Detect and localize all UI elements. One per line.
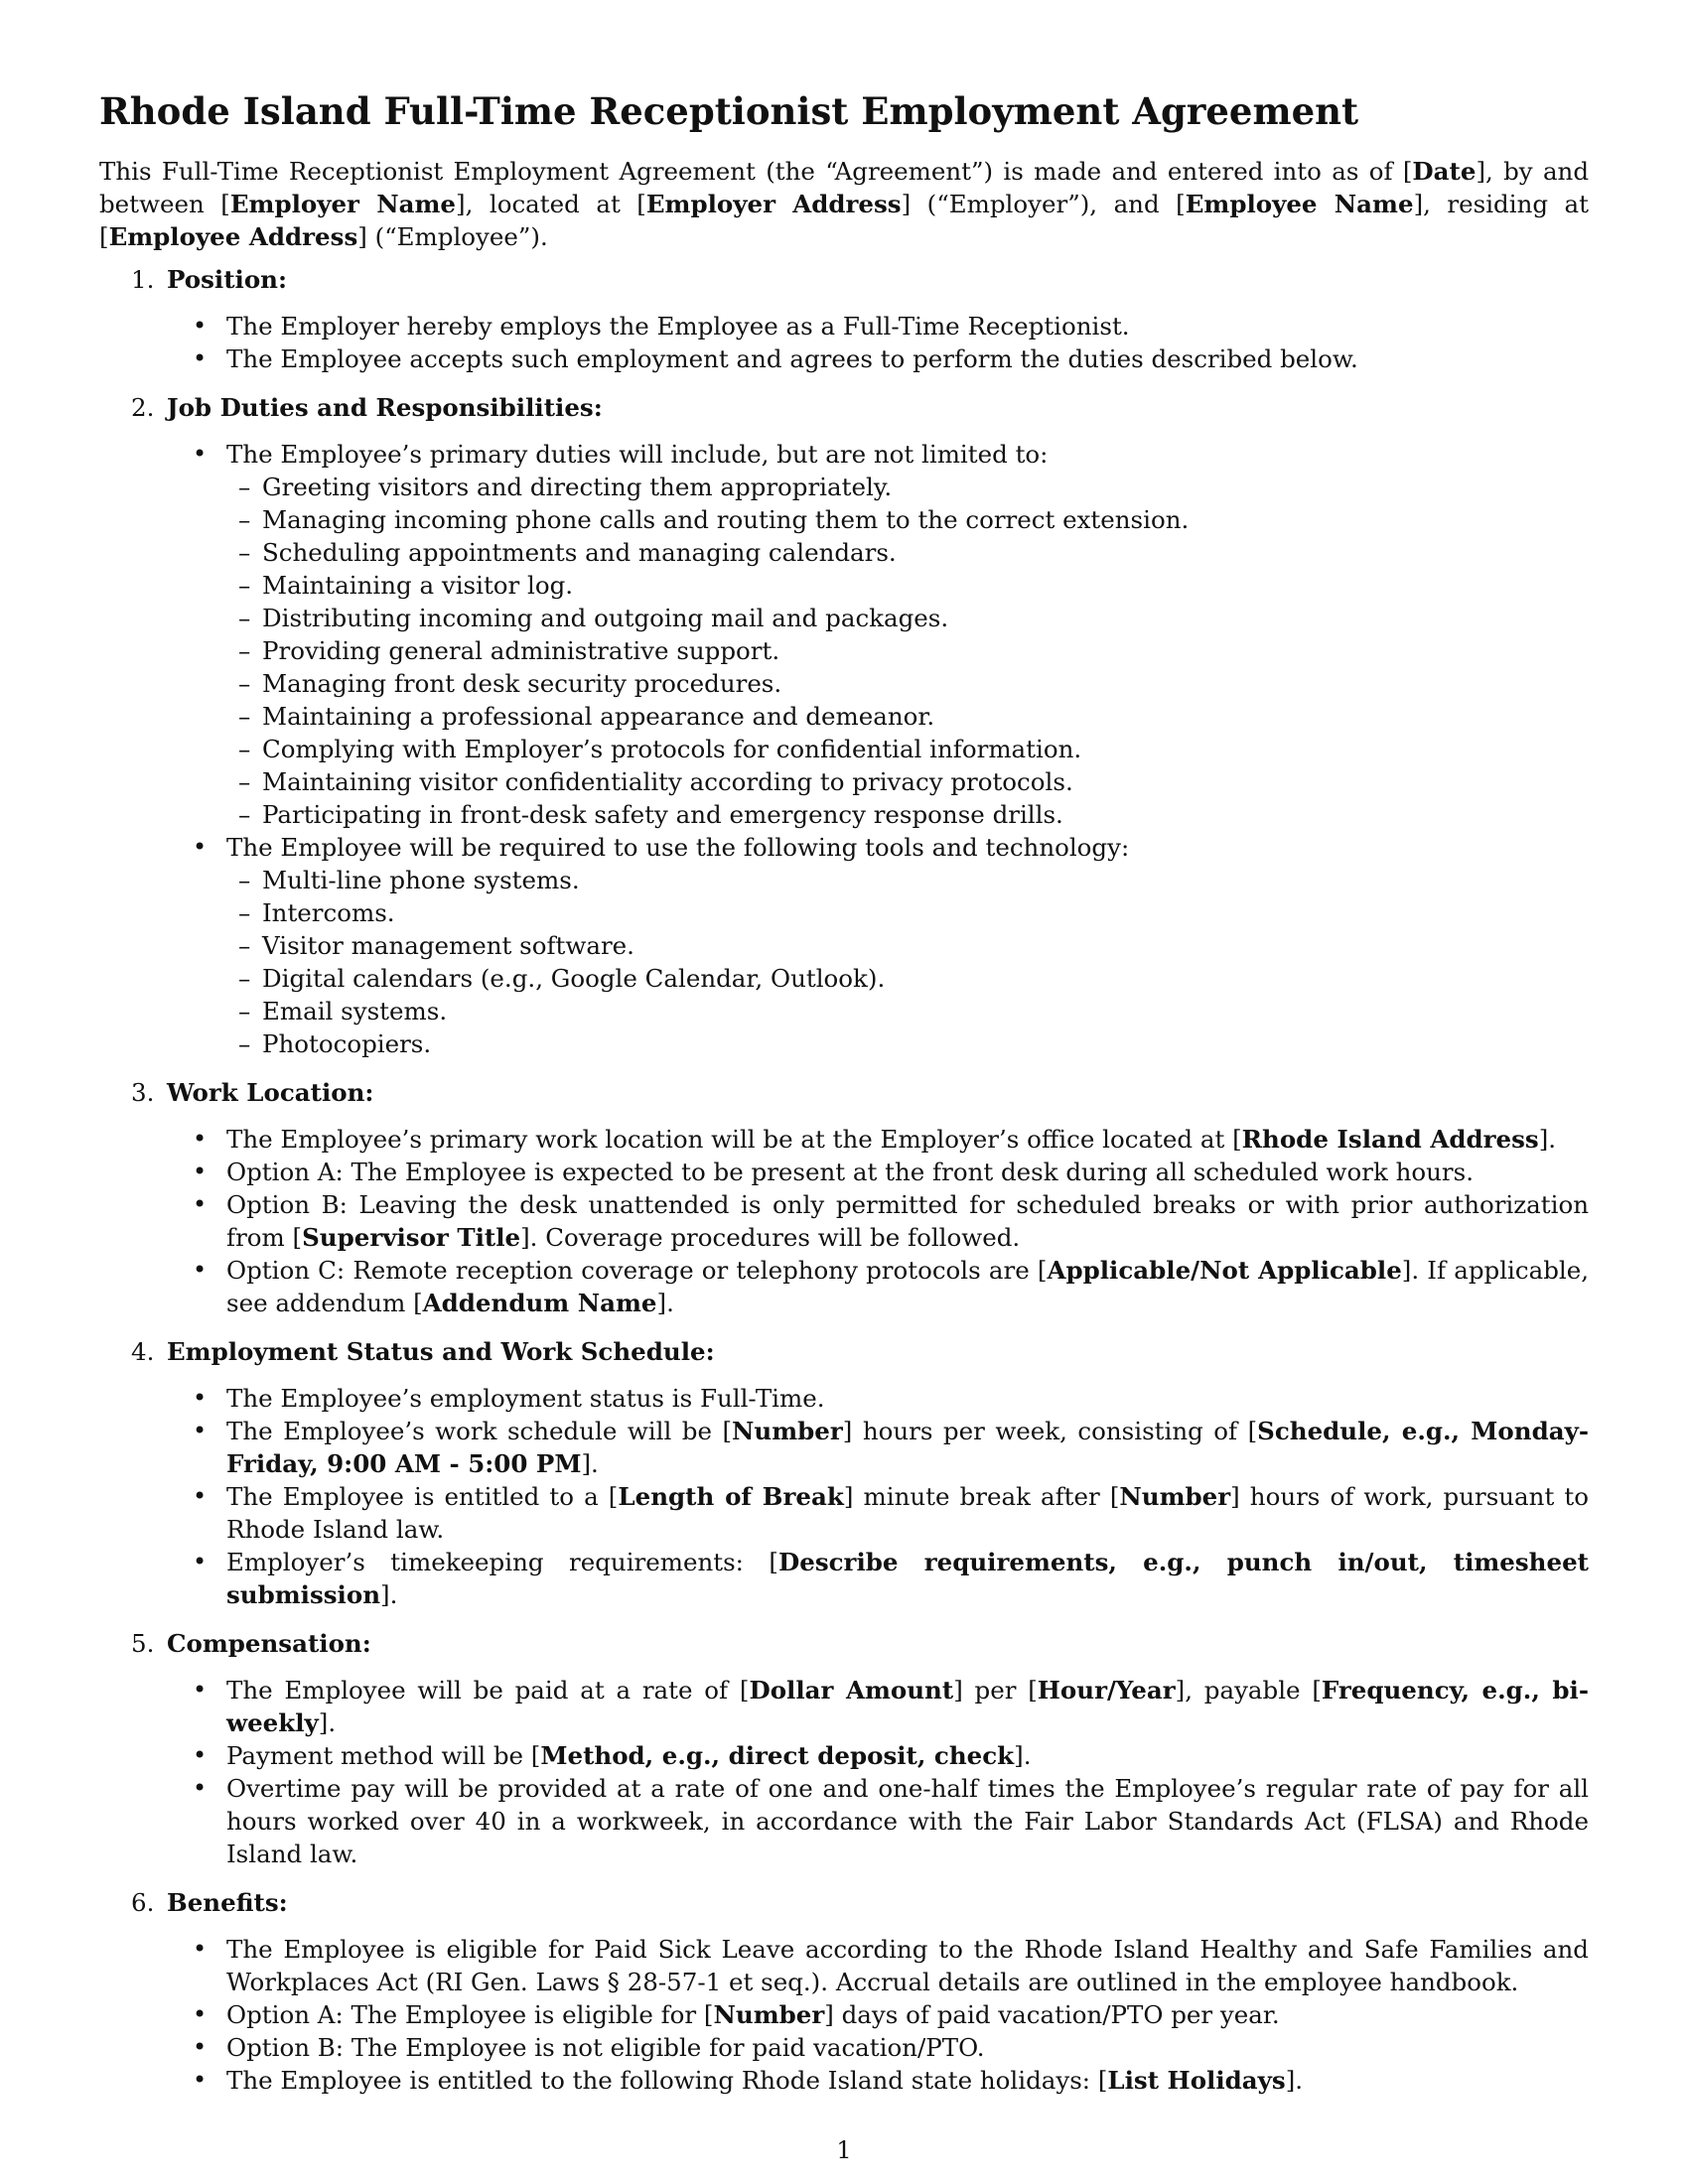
list-item: • Option C: Remote reception coverage or telephony protocols are [Applicable/Not Applicable]. If applicable, see addendum [Addendum Name].	[193, 1254, 1589, 1319]
sub-list-item: – Maintaining visitor confidentiality according to privacy protocols.	[226, 765, 1589, 798]
list-item	[193, 831, 1589, 1060]
section-position	[99, 263, 1589, 375]
list-item: • Option B: The Employee is not eligible for paid vacation/PTO.	[193, 2031, 1589, 2064]
section-heading	[131, 391, 1589, 424]
list-item: • Option B: Leaving the desk unattended is only permitted for scheduled breaks or with prior authorization from [Supervisor Title]. Coverage procedures will be followed.	[193, 1188, 1589, 1254]
section-list	[99, 263, 1589, 2097]
list-item: • Employer’s timekeeping requirements: [Describe requirements, e.g., punch in/out, timesheet submission].	[193, 1546, 1589, 1611]
section-number: 2.	[131, 393, 155, 422]
placeholder-addendum-name: Addendum Name	[422, 1289, 657, 1317]
placeholder-ri-address: Rhode Island Address	[1241, 1125, 1539, 1154]
list-item: • The Employee is entitled to the following Rhode Island state holidays: [List Holidays].	[193, 2064, 1589, 2097]
bullet-list	[193, 1674, 1589, 1870]
sub-list-item: – Photocopiers.	[226, 1027, 1589, 1060]
sub-list-item: – Providing general administrative support.	[226, 634, 1589, 667]
placeholder-applicable: Applicable/Not Applicable	[1047, 1256, 1402, 1285]
intro-paragraph: This Full-Time Receptionist Employment Agreement (the “Agreement”) is made and entered into as of [Date], by and between [Employer Name], located at [Employer Address] (“Employer”), and [Employee Name], residing at [Employee Address] (“Employee”).	[99, 157, 1590, 251]
section-number: 4.	[131, 1337, 155, 1366]
section-heading	[131, 1627, 1589, 1660]
section-number: 5.	[131, 1629, 155, 1658]
document-title: Rhode Island Full-Time Receptionist Employment Agreement	[99, 89, 1359, 133]
sub-list-item: – Maintaining a visitor log.	[226, 569, 1589, 602]
section-work-location	[99, 1076, 1589, 1319]
placeholder-pto-days: Number	[713, 2000, 825, 2029]
placeholder-supervisor-title: Supervisor Title	[302, 1223, 521, 1252]
placeholder-employee-address: Employee Address	[108, 222, 358, 251]
placeholder-employer-address: Employer Address	[645, 190, 902, 218]
placeholder-break-length: Length of Break	[618, 1482, 844, 1511]
sub-list-item: – Digital calendars (e.g., Google Calendar, Outlook).	[226, 962, 1589, 995]
bullet-list	[193, 1382, 1589, 1611]
tools-intro: The Employee will be required to use the following tools and technology:	[226, 833, 1130, 862]
list-item: • Payment method will be [Method, e.g., direct deposit, check].	[193, 1739, 1589, 1772]
list-item: • The Employee’s work schedule will be [Number] hours per week, consisting of [Schedule, e.g., Monday-Friday, 9:00 AM - 5:00 PM].	[193, 1415, 1589, 1480]
list-item: • The Employee’s employment status is Full-Time.	[193, 1382, 1589, 1415]
list-item: • The Employee accepts such employment and agrees to perform the duties described below.	[193, 342, 1589, 375]
sub-list-item: – Participating in front-desk safety and emergency response drills.	[226, 798, 1589, 831]
placeholder-frequency: Frequency, e.g., bi-weekly	[226, 1676, 1589, 1737]
sub-list-item: – Managing incoming phone calls and routing them to the correct extension.	[226, 503, 1589, 536]
section-heading	[131, 1335, 1589, 1368]
list-item: • The Employee will be paid at a rate of [Dollar Amount] per [Hour/Year], payable [Frequency, e.g., bi-weekly].	[193, 1674, 1589, 1739]
page-number: 1	[836, 2136, 852, 2164]
bullet-list	[193, 1123, 1589, 1319]
sub-list-item: – Managing front desk security procedures.	[226, 667, 1589, 700]
sub-list-item: – Visitor management software.	[226, 929, 1589, 962]
section-title: Job Duties and Responsibilities:	[167, 393, 603, 422]
section-number: 3.	[131, 1078, 155, 1107]
placeholder-timekeeping: Describe requirements, e.g., punch in/out, timesheet submission	[226, 1548, 1589, 1609]
placeholder-employee-name: Employee Name	[1185, 190, 1414, 218]
section-job-duties	[99, 391, 1589, 1060]
section-compensation	[99, 1627, 1589, 1870]
sub-list-item: – Intercoms.	[226, 896, 1589, 929]
duties-sublist	[226, 471, 1589, 831]
list-item: • The Employee is entitled to a [Length of Break] minute break after [Number] hours of work, pursuant to Rhode Island law.	[193, 1480, 1589, 1546]
sub-list-item: – Scheduling appointments and managing calendars.	[226, 536, 1589, 569]
section-title: Compensation:	[167, 1629, 371, 1658]
section-employment-status	[99, 1335, 1589, 1611]
list-item: • The Employee is eligible for Paid Sick Leave according to the Rhode Island Healthy and Safe Families and Workplaces Act (RI Gen. Laws § 28-57-1 et seq.). Accrual details are outlined in the employee handbook.	[193, 1933, 1589, 1998]
section-title: Employment Status and Work Schedule:	[167, 1337, 715, 1366]
sub-list-item: – Email systems.	[226, 995, 1589, 1027]
sub-list-item: – Maintaining a professional appearance and demeanor.	[226, 700, 1589, 733]
section-title: Position:	[167, 265, 288, 294]
sub-list-item: – Multi-line phone systems.	[226, 864, 1589, 896]
placeholder-date: Date	[1412, 157, 1477, 186]
list-item	[193, 438, 1589, 831]
section-heading	[131, 263, 1589, 296]
section-title: Work Location:	[167, 1078, 374, 1107]
placeholder-hour-year: Hour/Year	[1037, 1676, 1176, 1705]
list-item: • The Employee’s primary work location will be at the Employer’s office located at [Rhode Island Address].	[193, 1123, 1589, 1156]
placeholder-schedule: Schedule, e.g., Monday-Friday, 9:00 AM - 5:00 PM	[226, 1417, 1589, 1478]
placeholder-payment-method: Method, e.g., direct deposit, check	[540, 1741, 1015, 1770]
placeholder-break-hours: Number	[1119, 1482, 1231, 1511]
document-page	[99, 87, 1589, 2113]
placeholder-employer-name: Employer Name	[229, 190, 457, 218]
section-benefits	[99, 1886, 1589, 2097]
list-item: • Option A: The Employee is expected to be present at the front desk during all scheduled work hours.	[193, 1156, 1589, 1188]
bullet-list	[193, 310, 1589, 375]
section-title: Benefits:	[167, 1888, 288, 1917]
section-number: 1.	[131, 265, 155, 294]
section-heading	[131, 1886, 1589, 1919]
sub-list-item: – Greeting visitors and directing them appropriately.	[226, 471, 1589, 503]
list-item: • Overtime pay will be provided at a rate of one and one-half times the Employee’s regular rate of pay for all hours worked over 40 in a workweek, in accordance with the Fair Labor Standards Act (FLSA) and Rhode Island law.	[193, 1772, 1589, 1870]
list-item: • The Employer hereby employs the Employee as a Full-Time Receptionist.	[193, 310, 1589, 342]
duties-intro: The Employee’s primary duties will include, but are not limited to:	[226, 440, 1049, 469]
placeholder-hours-number: Number	[732, 1417, 843, 1445]
placeholder-holidays: List Holidays	[1107, 2066, 1286, 2095]
bullet-list	[193, 438, 1589, 1060]
tools-sublist	[226, 864, 1589, 1060]
bullet-list	[193, 1933, 1589, 2097]
sub-list-item: – Distributing incoming and outgoing mail and packages.	[226, 602, 1589, 634]
section-number: 6.	[131, 1888, 155, 1917]
placeholder-dollar-amount: Dollar Amount	[749, 1676, 954, 1705]
section-heading	[131, 1076, 1589, 1109]
sub-list-item: – Complying with Employer’s protocols for confidential information.	[226, 733, 1589, 765]
list-item: • Option A: The Employee is eligible for [Number] days of paid vacation/PTO per year.	[193, 1998, 1589, 2031]
